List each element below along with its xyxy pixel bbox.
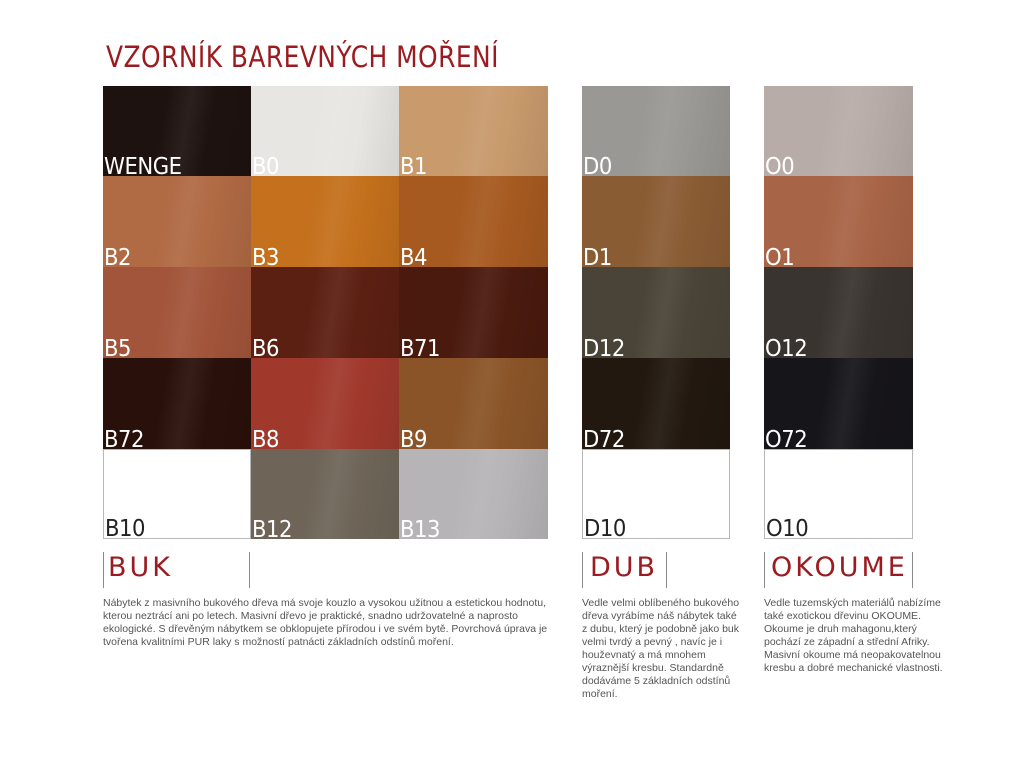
swatch-code-label: WENGE <box>104 154 182 176</box>
buk-heading: BUK <box>108 552 173 583</box>
okoume-swatch-column <box>764 86 913 539</box>
okoume-heading-left-divider <box>764 552 765 588</box>
swatch-code-label: B8 <box>252 427 280 449</box>
swatch-code-label: O72 <box>765 427 808 449</box>
swatch-code-label: B2 <box>104 245 132 267</box>
color-swatch-b3 <box>251 176 399 267</box>
color-swatch-b8 <box>251 358 399 449</box>
swatch-code-label: O12 <box>765 336 808 358</box>
buk-heading-left-divider <box>103 552 104 588</box>
color-swatch-wenge <box>103 86 251 176</box>
swatch-code-label: B10 <box>105 516 146 539</box>
color-swatch-b71 <box>399 267 548 358</box>
color-swatch-d0 <box>582 86 730 176</box>
buk-heading-right-divider <box>249 552 250 588</box>
color-swatch-d72 <box>582 358 730 449</box>
swatch-code-label: D0 <box>583 154 612 176</box>
color-swatch-b12 <box>251 449 399 539</box>
swatch-code-label: B4 <box>400 245 428 267</box>
swatch-code-label: B0 <box>252 154 280 176</box>
color-swatch-o12 <box>764 267 913 358</box>
swatch-code-label: D10 <box>584 516 626 539</box>
swatch-code-label: B5 <box>104 336 132 358</box>
swatch-code-label: O0 <box>765 154 795 176</box>
color-swatch-o0 <box>764 86 913 176</box>
swatch-code-label: B12 <box>252 517 293 539</box>
color-swatch-o72 <box>764 358 913 449</box>
color-swatch-b9 <box>399 358 548 449</box>
okoume-heading: OKOUME <box>771 552 908 583</box>
buk-description: Nábytek z masivního bukového dřeva má svoje kouzlo a vysokou užitnou a estetickou hodnotu, kterou neztrácí ani po letech. Masivní dřevo je praktické, snadno udržovatelné a naprosto ekologické. S dřevěným nábytkem se obklopujete přírodou i ve svém bytě. Povrchová úprava je tvořena kvalitními PUR laky s možností patnácti základních odstínů moření. <box>103 597 548 648</box>
swatch-code-label: B13 <box>400 517 441 539</box>
swatch-code-label: O10 <box>766 516 809 539</box>
swatch-code-label: B72 <box>104 427 145 449</box>
color-swatch-b13 <box>399 449 548 539</box>
swatch-code-label: D1 <box>583 245 612 267</box>
dub-heading-left-divider <box>582 552 583 588</box>
okoume-description: Vedle tuzemských materiálů nabízíme také exotickou dřevinu OKOUME. Okoume je druh mahagonu,který pochází ze západní a střední Afriky. Masivní okoume má neopakovatelnou kresbu a dobré mechanické vlastnosti. <box>764 597 943 674</box>
swatch-code-label: D12 <box>583 336 625 358</box>
dub-heading: DUB <box>590 552 659 583</box>
swatch-code-label: B3 <box>252 245 280 267</box>
color-swatch-o10 <box>764 449 913 539</box>
page-title: VZORNÍK BAREVNÝCH MOŘENÍ <box>106 40 499 74</box>
swatch-code-label: B6 <box>252 336 280 358</box>
color-swatch-b6 <box>251 267 399 358</box>
okoume-heading-right-divider <box>912 552 913 588</box>
dub-heading-right-divider <box>666 552 667 588</box>
dub-description: Vedle velmi oblíbeného bukového dřeva vyrábíme náš nábytek také z dubu, který je podobně jako buk velmi tvrdý a pevný , navíc je i houževnatý a má mnohem výraznější kresbu. Standardně dodáváme 5 základních odstínů moření. <box>582 597 740 700</box>
color-swatch-b0 <box>251 86 399 176</box>
color-swatch-b72 <box>103 358 251 449</box>
color-swatch-b4 <box>399 176 548 267</box>
swatch-code-label: O1 <box>765 245 795 267</box>
buk-swatch-grid <box>103 86 548 539</box>
color-swatch-b1 <box>399 86 548 176</box>
color-swatch-o1 <box>764 176 913 267</box>
color-swatch-b10 <box>103 449 251 539</box>
color-swatch-d12 <box>582 267 730 358</box>
color-swatch-d1 <box>582 176 730 267</box>
color-swatch-b2 <box>103 176 251 267</box>
swatch-code-label: B9 <box>400 427 428 449</box>
dub-swatch-column <box>582 86 730 539</box>
color-swatch-d10 <box>582 449 730 539</box>
swatch-code-label: B71 <box>400 336 441 358</box>
swatch-code-label: B1 <box>400 154 428 176</box>
color-swatch-b5 <box>103 267 251 358</box>
swatch-code-label: D72 <box>583 427 625 449</box>
